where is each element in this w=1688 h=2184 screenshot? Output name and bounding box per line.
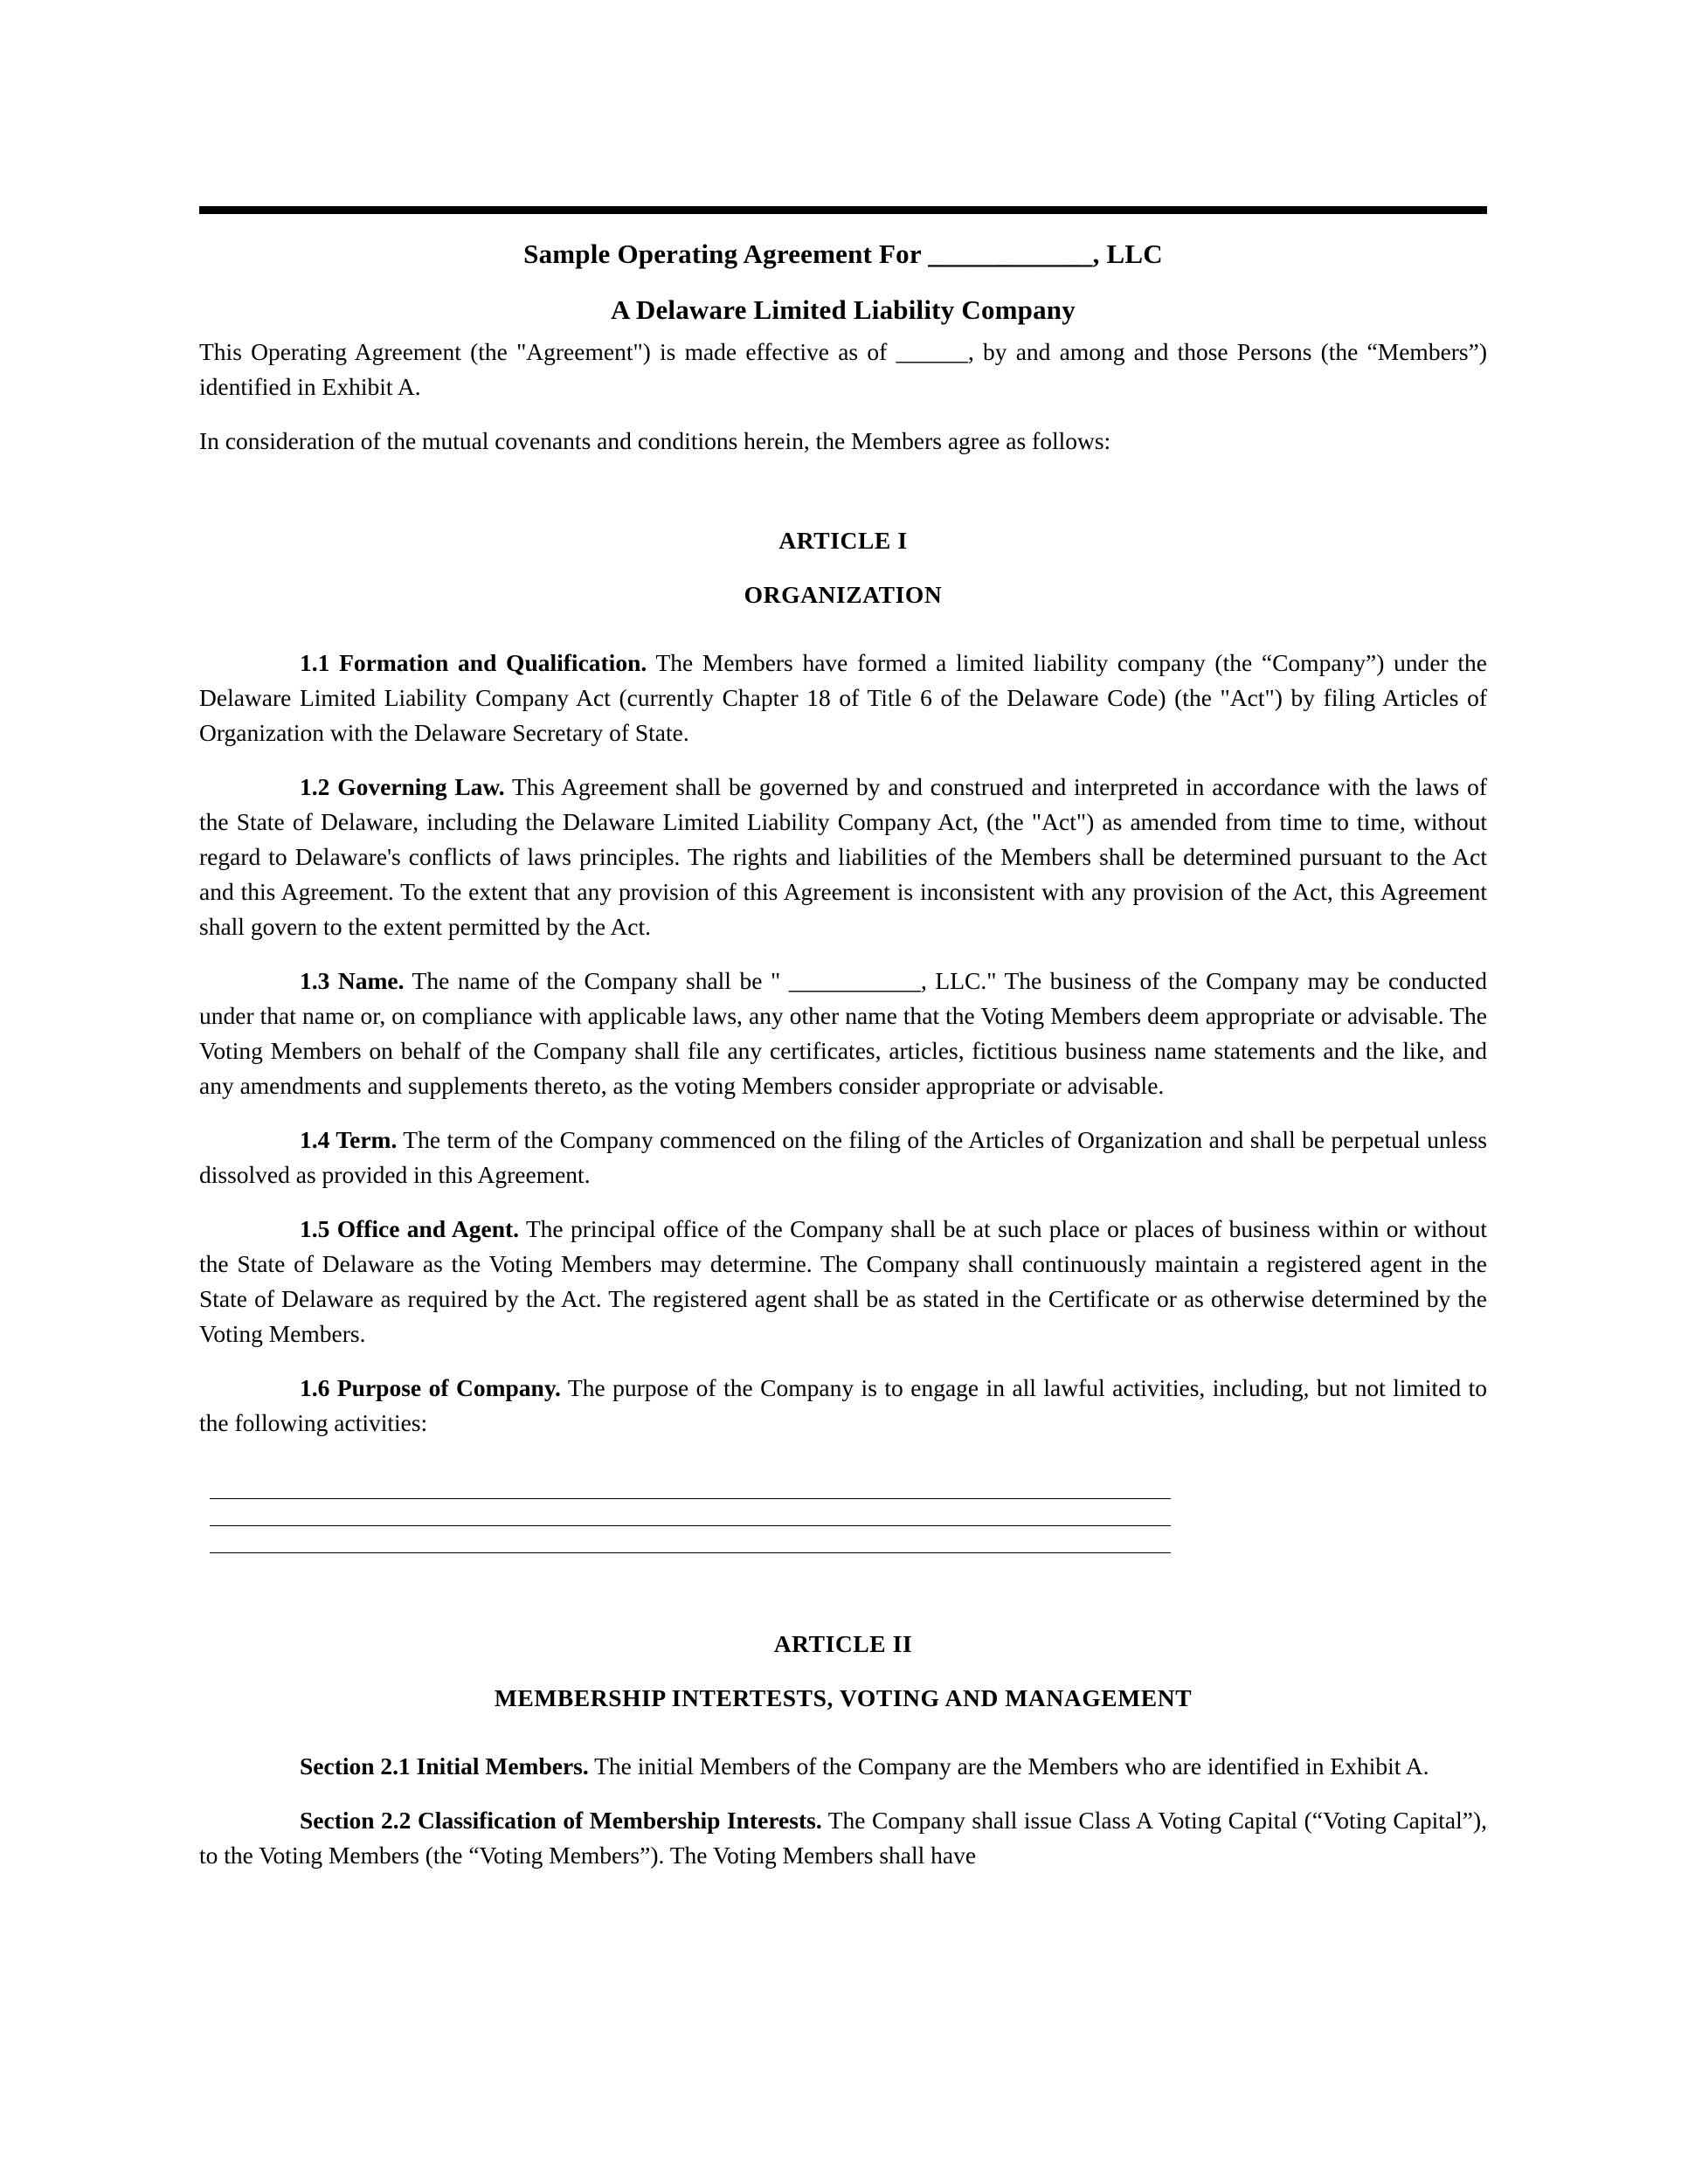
section-1-1-label: 1.1 Formation and Qualification. <box>300 649 647 676</box>
spacer <box>199 1662 1487 1681</box>
section-2-2 <box>199 1803 1487 1873</box>
intro-paragraph: This Operating Agreement (the "Agreement") is made effective as of ______, by and among and those Persons (the “Members”) identified in Exhibit A. <box>199 338 1487 400</box>
spacer <box>199 1716 1487 1749</box>
section-1-3-label: 1.3 Name. <box>300 967 405 994</box>
section-1-5-label: 1.5 Office and Agent. <box>300 1215 520 1242</box>
section-1-3 <box>199 964 1487 1103</box>
header-rule <box>199 206 1487 214</box>
section-2-1-text: The initial Members of the Company are the Members who are identified in Exhibit A. <box>588 1752 1429 1780</box>
blank-line[interactable] <box>210 1499 1171 1526</box>
section-2-1 <box>199 1749 1487 1784</box>
spacer <box>199 612 1487 646</box>
document-body <box>199 206 1487 1892</box>
spacer <box>199 478 1487 523</box>
page-title: Sample Operating Agreement For ____________, LLC <box>523 238 1163 269</box>
article-1-number: ARTICLE I <box>778 527 908 554</box>
section-1-3-text: The name of the Company shall be " ___________, LLC." The business of the Company may be conducted under that name or, on compliance with applicable laws, any other name that the Voting Members deem appropriate or advisable. The Voting Members on behalf of the Company shall file any certificates, articles, fictitious business name statements and the like, and any amendments and supplements thereto, as the voting Members consider appropriate or advisable. <box>199 967 1487 1099</box>
section-1-4 <box>199 1123 1487 1192</box>
article-1-heading: ORGANIZATION <box>744 581 943 608</box>
blank-line[interactable] <box>210 1526 1171 1553</box>
spacer <box>199 1593 1487 1627</box>
section-1-4-text: The term of the Company commenced on the filing of the Articles of Organization and shall be perpetual unless dissolved as provided in this Agreement. <box>199 1126 1487 1188</box>
section-2-2-label: Section 2.2 Classification of Membership Interests. <box>300 1807 822 1834</box>
section-1-6-text: The purpose of the Company is to engage in all lawful activities, including, but not limited to the following activities: <box>199 1374 1487 1436</box>
blank-line[interactable] <box>210 1472 1171 1499</box>
fill-in-blank-lines[interactable] <box>199 1472 1487 1553</box>
section-1-2-text: This Agreement shall be governed by and construed and interpreted in accordance with the laws of the State of Delaware, including the Delaware Limited Liability Company Act, (the "Act") as amended from time to time, without regard to Delaware's conflicts of laws principles. The rights and liabilities of the Members shall be determined pursuant to the Act and this Agreement. To the extent that any provision of this Agreement is inconsistent with any provision of the Act, this Agreement shall govern to the extent permitted by the Act. <box>199 773 1487 940</box>
article-2-number: ARTICLE II <box>773 1630 913 1657</box>
section-1-1-text: The Members have formed a limited liability company (the “Company”) under the Delaware Limited Liability Company Act (currently Chapter 18 of Title 6 of the Delaware Code) (the "Act") by filing Articles of Organization with the Delaware Secretary of State. <box>199 649 1487 746</box>
section-1-6-label: 1.6 Purpose of Company. <box>300 1374 561 1401</box>
section-1-5 <box>199 1212 1487 1351</box>
section-1-6 <box>199 1371 1487 1441</box>
section-1-2-label: 1.2 Governing Law. <box>300 773 505 800</box>
spacer <box>199 558 1487 577</box>
section-1-5-text: The principal office of the Company shall be at such place or places of business within or without the State of Delaware as the Voting Members may determine. The Company shall continuously maintain a registered agent in the State of Delaware as required by the Act. The registered agent shall be as stated in the Certificate or as otherwise determined by the Voting Members. <box>199 1215 1487 1347</box>
section-1-2 <box>199 770 1487 944</box>
section-1-4-label: 1.4 Term. <box>300 1126 398 1153</box>
page-subtitle: A Delaware Limited Liability Company <box>611 294 1076 325</box>
section-1-1 <box>199 646 1487 750</box>
consideration-paragraph: In consideration of the mutual covenants and conditions herein, the Members agree as follows: <box>199 427 1111 454</box>
article-2-heading: MEMBERSHIP INTERTESTS, VOTING AND MANAGEMENT <box>494 1684 1193 1711</box>
section-2-1-label: Section 2.1 Initial Members. <box>300 1752 589 1780</box>
section-2-2-text: The Company shall issue Class A Voting Capital (“Voting Capital”), to the Voting Members (the “Voting Members”). The Voting Members shall have <box>199 1807 1488 1869</box>
